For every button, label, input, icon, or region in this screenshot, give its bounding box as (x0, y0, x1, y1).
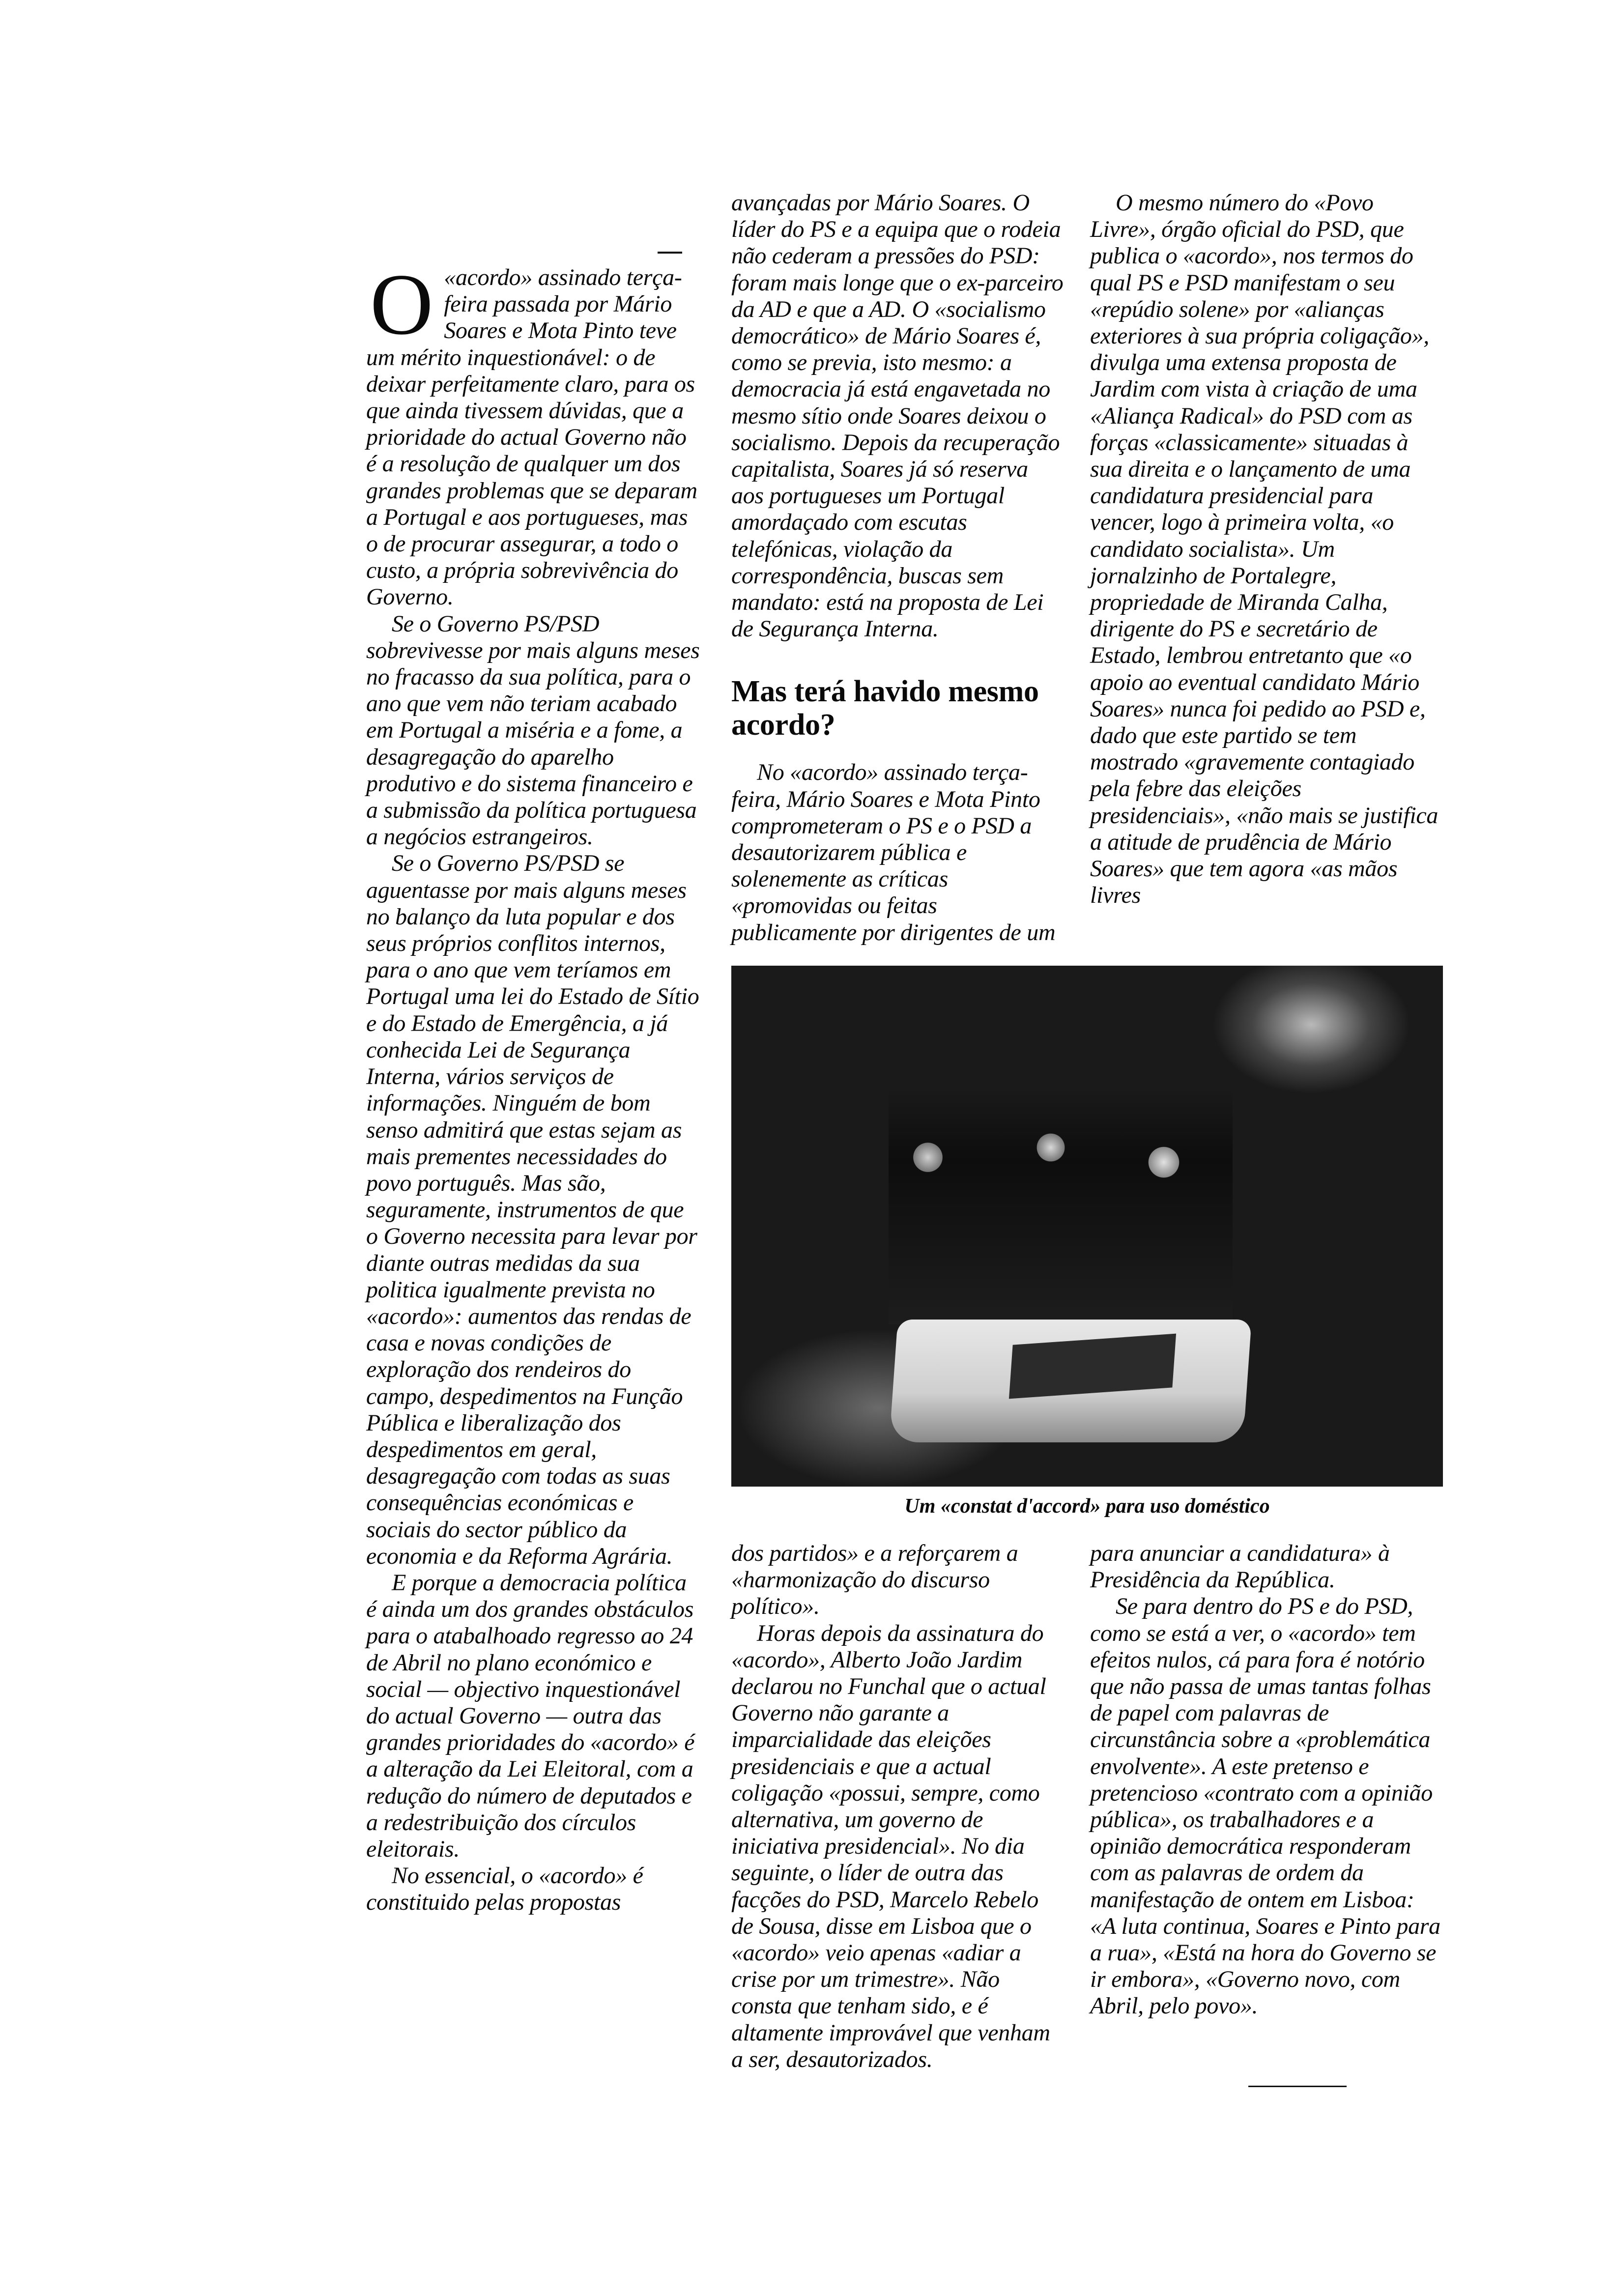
paragraph: Se para dentro do PS e do PSD, como se está a ver, o «acordo» tem efeitos nulos, cá para fora é notório que não passa de umas tantas folhas de papel com palavras de circunstância sobre a «problemática envolvente». A este pretenso e pretencioso «contrato com a opinião pública», os trabalhadores e a opinião democrática responderam com as palavras de ordem da manifestação de ontem em Lisboa: «A luta continua, Soares e Pinto para a rua», «Está na hora do Governo se ir embora», «Governo novo, com Abril, pelo povo». (1090, 1593, 1440, 2019)
article-column-1 (366, 256, 700, 1916)
article-column-2-bottom (731, 1540, 1065, 2073)
paragraph: No «acordo» assinado terça-feira, Mário Soares e Mota Pinto comprometeram o PS e o PSD a desautorizarem pública e solenemente as críticas «promovidas ou feitas publicamente por dirigentes de um (731, 759, 1056, 946)
paragraph: Se o Governo PS/PSD sobrevivesse por mais alguns meses no fracasso da sua política, para o ano que vem não teriam acabado em Portugal a miséria e a fome, a desagregação do aparelho produtivo e do sistema financeiro e a submissão da política portuguesa a negócios estrangeiros. (366, 610, 700, 850)
paragraph: avançadas por Mário Soares. O líder do PS e a equipa que o rodeia não cederam a pressões do PSD: foram mais longe que o ex-parceiro da AD e que a AD. O «socialismo democrático» de Mário Soares é, como se previa, isto mesmo: a democracia já está engavetada no mesmo sítio onde Soares deixou o socialismo. Depois da recuperação capitalista, Soares já só reserva aos portugueses um Portugal amordaçado com escutas telefónicas, violação da correspondência, buscas sem mandato: está na proposta de Lei de Segurança Interna. (731, 190, 1064, 642)
paragraph: Horas depois da assinatura do «acordo», Alberto João Jardim declarou no Funchal que o actual Governo não garante a imparcialidade das eleições presidenciais e que a actual coligação «possui, sempre, como alternativa, um governo de iniciativa presidencial». No dia seguinte, o líder de outra das facções do PSD, Marcelo Rebelo de Sousa, disse em Lisboa que o «acordo» veio apenas «adiar a crise por um trimestre». Não consta que tenham sido, e é altamente improvável que venham a ser, desautorizados. (731, 1620, 1050, 2072)
paragraph: «acordo» assinado terça-feira passada por Mário Soares e Mota Pinto teve um mérito inquestionável: o de deixar perfeitamente claro, para os que ainda tivessem dúvidas, que a prioridade do actual Governo não é a resolução de qualquer um dos grandes problemas que se deparam a Portugal e aos portugueses, mas o de procurar assegurar, a todo o custo, a própria sobrevivência do Governo. (366, 264, 697, 610)
paragraph: No essencial, o «acordo» é constituido pelas propostas (366, 1863, 643, 1916)
paragraph: Se o Governo PS/PSD se aguentasse por mais alguns meses no balanço da luta popular e dos seus próprios conflitos internos, para o ano que vem teríamos em Portugal uma lei do Estado de Sítio e do Estado de Emergência, a já conhecida Lei de Segurança Interna, vários serviços de informações. Ninguém de bom senso admitirá que estas sejam as mais prementes necessidades do povo português. Mas são, seguramente, instrumentos de que o Governo necessita para levar por diante outras medidas da sua politica igualmente prevista no «acordo»: aumentos das rendas de casa e novas condições de exploração dos rendeiros do campo, despedimentos na Função Pública e liberalização dos despedimentos em geral, desagregação com todas as suas consequências económicas e sociais do sector público da economia e da Reforma Agrária. (366, 850, 699, 1569)
article-column-3-top (1090, 190, 1444, 909)
news-photo (731, 966, 1443, 1487)
article-column-3-bottom (1090, 1540, 1444, 2020)
photo-caption: Um «constat d'accord» para uso doméstico (904, 1495, 1270, 1518)
drop-cap: O (370, 256, 433, 353)
paragraph: E porque a democracia política é ainda um dos grandes obstáculos para o atabalhoado regresso ao 24 de Abril no plano económico e social — objectivo inquestionável do actual Governo — outra das grandes prioridades do «acordo» é a alteração da Lei Eleitoral, com a redução do número de deputados e a redestribuição dos círculos eleitorais. (366, 1569, 695, 1862)
paragraph: para anunciar a candidatura» à Presidência da República. (1090, 1540, 1390, 1593)
end-rule (1248, 2086, 1347, 2087)
paragraph: O mesmo número do «Povo Livre», órgão oficial do PSD, que publica o «acordo», nos termos do qual PS e PSD manifestam o seu «repúdio solene» por «alianças exteriores à sua própria coligação», divulga uma extensa proposta de Jardim com vista à criação de uma «Aliança Radical» do PSD com as forças «classicamente» situadas à sua direita e o lançamento de uma candidatura presidencial para vencer, logo à primeira volta, «o candidato socialista». Um jornalzinho de Portalegre, propriedade de Miranda Calha, dirigente do PS e secretário de Estado, lembrou entretanto que «o apoio ao eventual candidato Mário Soares» nunca foi pedido ao PSD e, dado que este partido se tem mostrado «gravemente contagiado pela febre das eleições presidenciais», «não mais se justifica a atitude de prudência de Mário Soares» que tem agora «as mãos livres (1090, 190, 1439, 909)
article-column-2-top (731, 190, 1065, 946)
photo-figures (889, 1089, 1233, 1324)
paragraph: dos partidos» e a reforçarem a «harmonização do discurso político». (731, 1540, 1018, 1620)
subheading: Mas terá havido mesmo acordo? (731, 675, 1039, 742)
top-rule (658, 252, 682, 254)
